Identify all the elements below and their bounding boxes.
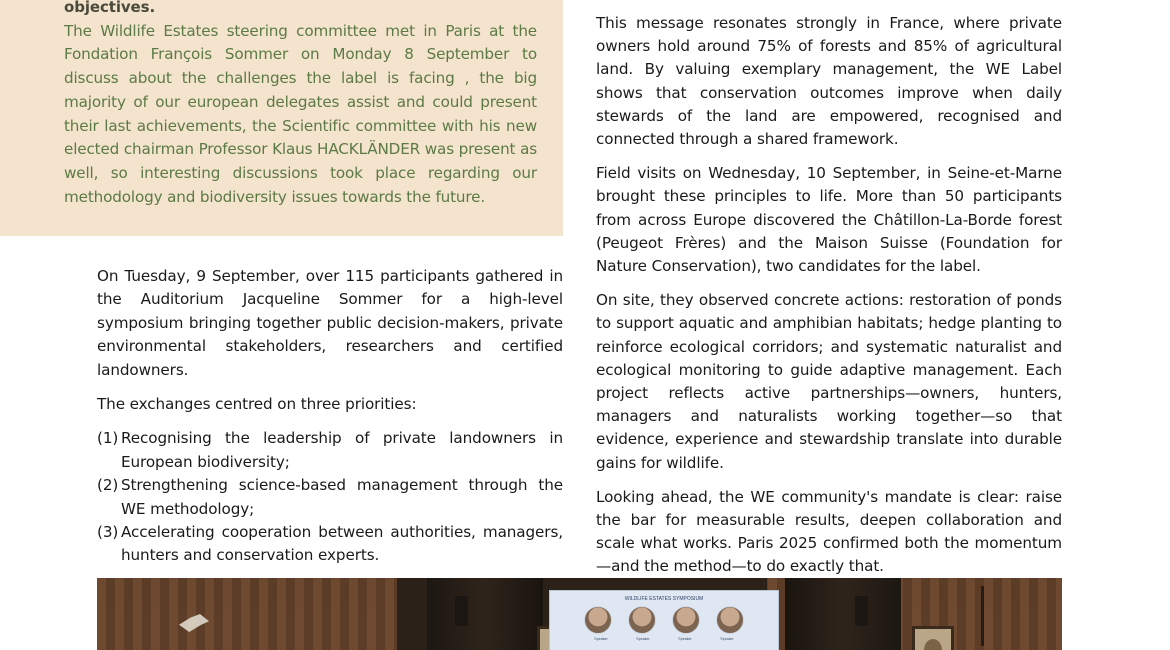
speaker-avatar — [672, 606, 700, 634]
highlight-body-text: The Wildlife Estates steering committee met in Paris at the Fondation François Sommer on Monday 8 September to discuss about the challenges the label is facing , the big majority of our european delegates assist and could present their last achievements, the Scientific committee with his new elected chairman Professor Klaus HACKLÄNDER was present as well, so interesting discussions took place regarding our methodology and biodiversity issues towards the future. — [64, 21, 537, 206]
list-item-number: (3) — [97, 523, 119, 542]
left-text-column — [97, 265, 563, 568]
photo-loudspeaker-left — [455, 596, 468, 626]
right-paragraph-4: Looking ahead, the WE community's mandate is clear: raise the bar for measurable results, deepen collaboration and scale what works. Paris 2025 confirmed both the momentum—and the method—to do exactly that. — [596, 487, 1062, 576]
right-paragraph-2: Field visits on Wednesday, 10 September, in Seine-et-Marne brought these principles to life. More than 50 participants from across Europe discovered the Châtillon-La-Borde forest (Peugeot Frères) and the Maison Suisse (Foundation for Nature Conservation), two candidates for the label. — [596, 164, 1062, 276]
priorities-list — [97, 427, 563, 567]
photo-curtain-left — [427, 578, 543, 650]
speaker-name: Speaker — [594, 637, 608, 641]
list-item — [97, 474, 563, 521]
list-item-text: Strengthening science-based management through the WE methodology; — [121, 476, 563, 518]
speaker-name: Speaker — [678, 637, 692, 641]
left-paragraph-2: The exchanges centred on three priorities: — [97, 395, 417, 414]
list-item-number: (1) — [97, 429, 119, 448]
photo-mic-stand — [981, 586, 984, 646]
list-item — [97, 427, 563, 474]
list-item — [97, 521, 563, 568]
list-item-text: Recognising the leadership of private landowners in European biodiversity; — [121, 429, 563, 471]
highlight-callout-box — [0, 0, 563, 236]
speaker-avatar — [628, 606, 656, 634]
left-paragraph-1: On Tuesday, 9 September, over 115 participants gathered in the Auditorium Jacqueline Sommer for a high-level symposium bringing together public decision-makers, private environmental stakeholders, researchers and certified landowners. — [97, 267, 563, 379]
photo-wall-left — [97, 578, 427, 650]
speaker-avatar — [584, 606, 612, 634]
photo-content — [97, 578, 1062, 650]
auditorium-photo — [97, 578, 1062, 650]
speaker-name: Speaker — [720, 637, 734, 641]
right-paragraph-1: This message resonates strongly in France, where private owners hold around 75% of forests and 85% of agricultural land. By valuing exemplary management, the WE Label shows that conservation outcomes improve when daily stewards of the land are empowered, recognised and connected through a shared framework. — [596, 14, 1062, 149]
screen-speaker-names — [550, 637, 778, 642]
photo-curtain-right — [785, 578, 901, 650]
speaker-name: Speaker — [636, 637, 650, 641]
screen-speaker-portraits — [550, 606, 778, 634]
speaker-avatar — [716, 606, 744, 634]
list-item-number: (2) — [97, 476, 119, 495]
highlight-lead-text: objectives. — [64, 0, 156, 16]
list-item-text: Accelerating cooperation between authorities, managers, hunters and conservation experts. — [121, 523, 563, 565]
photo-portrait-right — [912, 626, 954, 650]
screen-title-text: WILDLIFE ESTATES SYMPOSIUM — [624, 596, 704, 602]
photo-projection-screen — [549, 590, 779, 650]
right-paragraph-3: On site, they observed concrete actions: restoration of ponds to support aquatic and amphibian habitats; hedge planting to reinforce ecological corridors; and systematic naturalist and ecological monitoring to guide adaptive management. Each project reflects active partnerships—owners, hunters, managers and naturalists working together—so that evidence, experience and stewardship translate into durable gains for wildlife. — [596, 291, 1062, 472]
photo-loudspeaker-right — [855, 596, 868, 626]
right-text-column — [596, 12, 1062, 590]
